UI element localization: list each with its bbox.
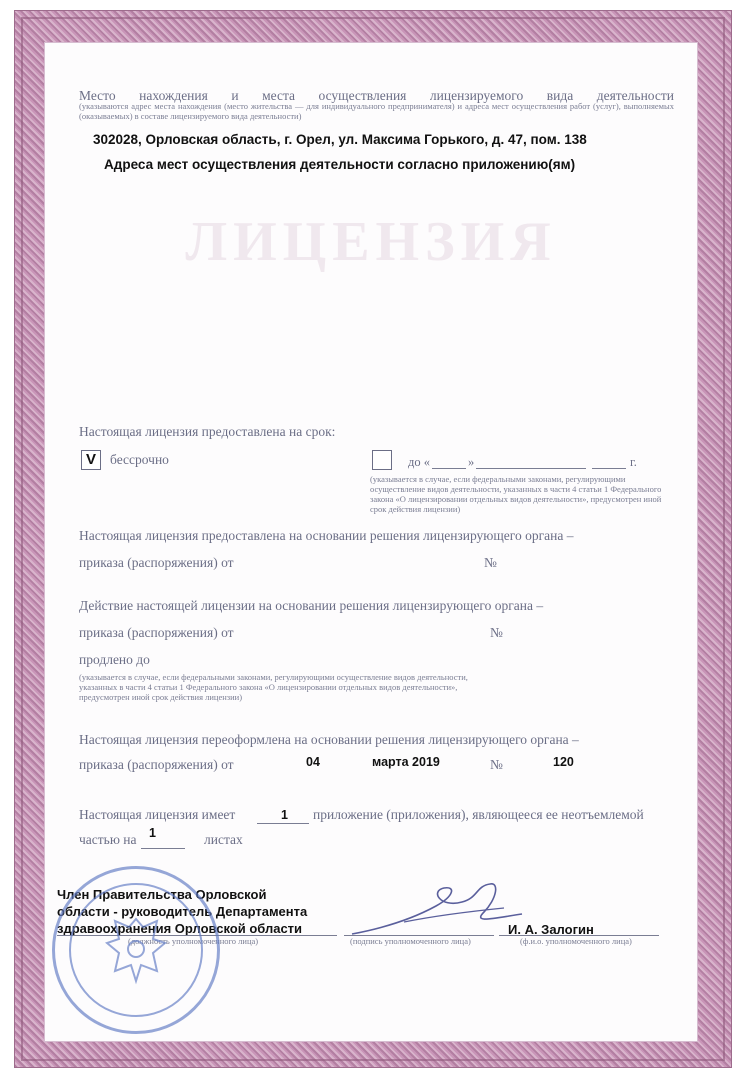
- address-value: 302028, Орловская область, г. Орел, ул. Максима Горького, д. 47, пом. 138: [93, 132, 587, 147]
- until-checkbox: [372, 450, 392, 470]
- until-label: до «: [408, 455, 430, 469]
- coat-of-arms-icon: [101, 913, 171, 987]
- until-year-suffix: г.: [630, 455, 637, 469]
- until-close-quote: »: [468, 455, 475, 469]
- attachments-count: 1: [281, 808, 288, 822]
- location-hint: (указываются адрес места нахождения (место жительства — для индивидуального предпринимателя) и адреса мест осуществления работ (услуг), выполняемых (оказываемых) в составе лицензируемого вида деятельности): [79, 101, 674, 121]
- attachments-suffix: приложение (приложения), являющееся ее неотъемлемой: [313, 807, 644, 822]
- extended-hint: (указывается в случае, если федеральными законами, регулирующими осуществление видов деятельности, указанных в части 4 статьи 1 Федерального закона «О лицензировании отдельных видов деятельности», предусмотрен иной срок действия лицензии): [79, 672, 468, 702]
- granted-no-label: №: [484, 555, 497, 570]
- attachments-sheets-line: [141, 848, 185, 849]
- attachments-prefix: Настоящая лицензия имеет: [79, 807, 236, 822]
- extended-line1: Действие настоящей лицензии на основании решения лицензирующего органа –: [79, 598, 544, 613]
- reissued-month-year: марта 2019: [372, 755, 440, 769]
- official-seal: [52, 866, 220, 1034]
- signatory-name: И. А. Залогин: [508, 922, 594, 937]
- signature-hint: (подпись уполномоченного лица): [350, 936, 471, 946]
- signatory-position-line2: области - руководитель Департамента: [57, 904, 308, 919]
- reissued-line1: Настоящая лицензия переоформлена на основании решения лицензирующего органа –: [79, 732, 579, 747]
- until-month-line: [476, 468, 586, 469]
- attachments-sheets: 1: [149, 826, 156, 840]
- extended-until-label: продлено до: [79, 652, 150, 667]
- attachments-count-line: [257, 823, 309, 824]
- granted-line1: Настоящая лицензия предоставлена на основании решения лицензирующего органа –: [79, 528, 574, 543]
- extended-line2: приказа (распоряжения) от: [79, 625, 234, 640]
- location-heading: Место нахождения и места осуществления лицензируемого вида деятельности: [79, 88, 674, 103]
- term-heading: Настоящая лицензия предоставлена на срок:: [79, 424, 336, 439]
- extended-no-label: №: [490, 625, 503, 640]
- signatory-position-line3: здравоохранения Орловской области: [57, 921, 303, 936]
- granted-line2: приказа (распоряжения) от: [79, 555, 234, 570]
- attachments-sheets-label: листах: [204, 832, 243, 847]
- address-appendix-note: Адреса мест осуществления деятельности согласно приложению(ям): [104, 157, 576, 172]
- until-day-line: [432, 468, 466, 469]
- name-hint: (ф.и.о. уполномоченного лица): [520, 936, 632, 946]
- indefinite-label: бессрочно: [110, 452, 169, 467]
- indefinite-checkbox: V: [81, 450, 101, 470]
- watermark-title: ЛИЦЕНЗИЯ: [185, 211, 557, 273]
- position-hint: (должность уполномоченного лица): [128, 936, 259, 946]
- reissued-no-label: №: [490, 757, 503, 772]
- signatory-position-line1: Член Правительства Орловской: [57, 887, 267, 902]
- until-hint: (указывается в случае, если федеральными законами, регулирующими осуществление видов деятельности, указанных в части 4 статьи 1 Федерального закона «О лицензировании отдельных видов деятельности», предусмотрен иной срок действия лицензии): [370, 474, 662, 514]
- reissued-line2: приказа (распоряжения) от: [79, 757, 234, 772]
- reissued-day: 04: [306, 755, 320, 769]
- reissued-number: 120: [553, 755, 574, 769]
- until-year-line: [592, 468, 626, 469]
- attachments-part-prefix: частью на: [79, 832, 137, 847]
